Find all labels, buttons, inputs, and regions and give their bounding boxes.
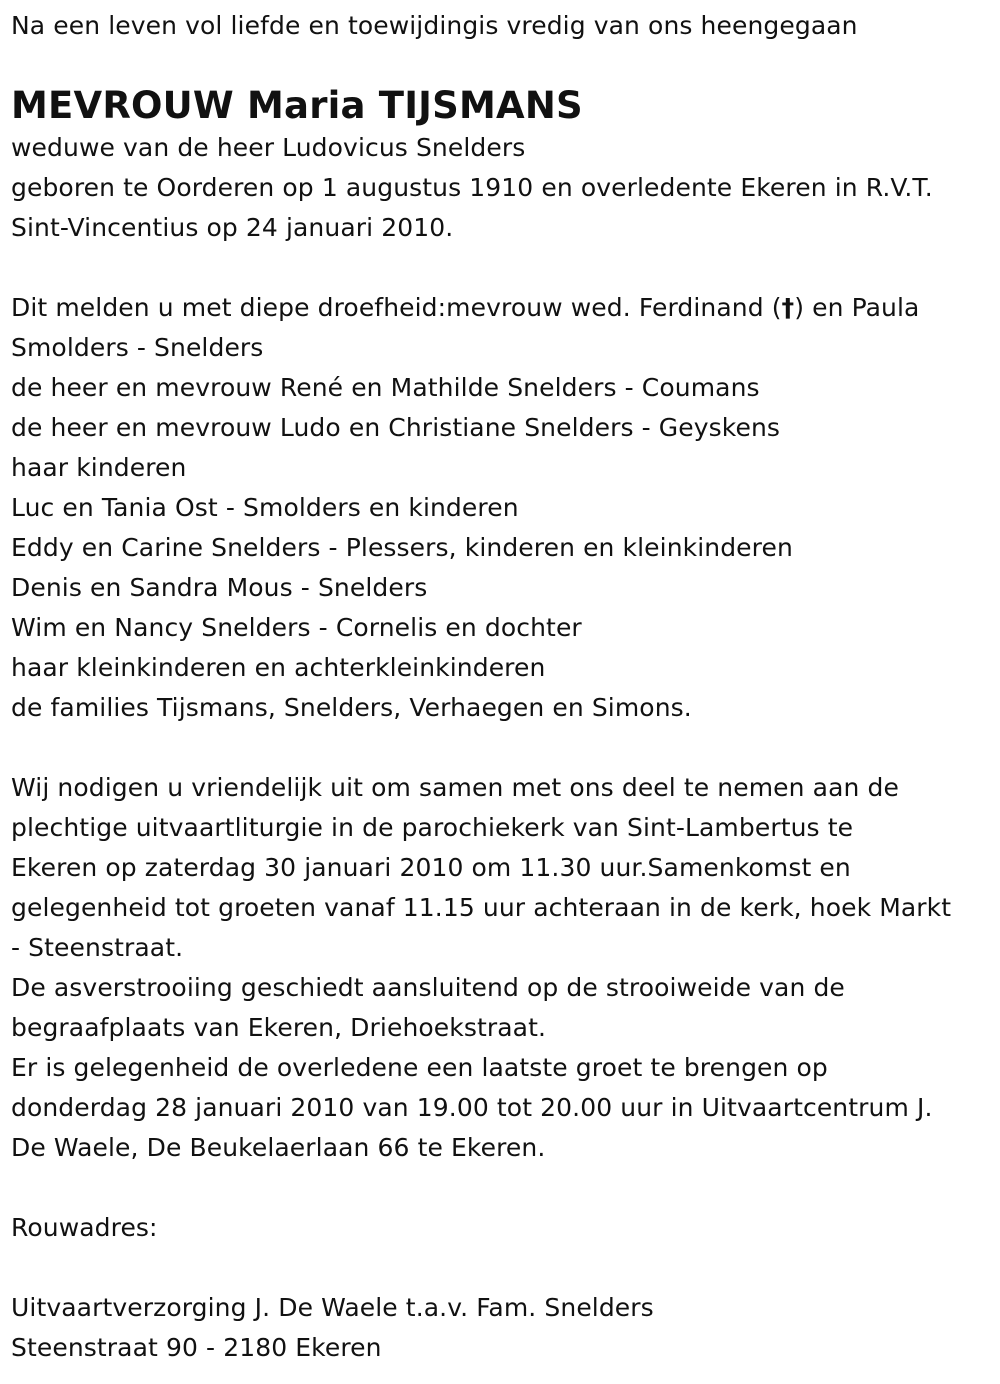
detail-line: Sint-Vincentius op 24 januari 2010.	[11, 213, 454, 242]
ceremony-line: De Waele, De Beukelaerlaan 66 te Ekeren.	[11, 1133, 546, 1162]
obituary-notice	[11, 6, 996, 1368]
address-section	[11, 1288, 996, 1368]
family-line: haar kinderen	[11, 453, 187, 482]
address-line: Uitvaartverzorging J. De Waele t.a.v. Fam. Snelders	[11, 1293, 654, 1322]
family-line: Wim en Nancy Snelders - Cornelis en dochter	[11, 613, 582, 642]
family-line: Smolders - Snelders	[11, 333, 264, 362]
family-line: Luc en Tania Ost - Smolders en kinderen	[11, 493, 519, 522]
ceremony-line: donderdag 28 januari 2010 van 19.00 tot 20.00 uur in Uitvaartcentrum J.	[11, 1093, 933, 1122]
intro-text: Na een leven vol liefde en toewijdingis vredig van ons heengegaan	[11, 11, 858, 40]
family-line: haar kleinkinderen en achterkleinkinderen	[11, 653, 546, 682]
family-intro-text-end: ) en Paula	[794, 293, 920, 322]
spacer	[11, 1248, 996, 1288]
detail-line: geboren te Oorderen op 1 augustus 1910 en overledente Ekeren in R.V.T.	[11, 173, 933, 202]
ceremony-line: plechtige uitvaartliturgie in de parochiekerk van Sint-Lambertus te	[11, 813, 854, 842]
ceremony-line: begraafplaats van Ekeren, Driehoekstraat.	[11, 1013, 547, 1042]
family-line: de heer en mevrouw René en Mathilde Snelders - Coumans	[11, 373, 760, 402]
ceremony-line: Wij nodigen u vriendelijk uit om samen met ons deel te nemen aan de	[11, 773, 899, 802]
address-label: Rouwadres:	[11, 1213, 158, 1242]
family-line: Eddy en Carine Snelders - Plessers, kinderen en kleinkinderen	[11, 533, 793, 562]
spacer	[11, 728, 996, 768]
address-line: Steenstraat 90 - 2180 Ekeren	[11, 1333, 382, 1362]
ceremony-line: Ekeren op zaterdag 30 januari 2010 om 11.30 uur.Samenkomst en	[11, 853, 851, 882]
family-line: Denis en Sandra Mous - Snelders	[11, 573, 428, 602]
ceremony-line: - Steenstraat.	[11, 933, 184, 962]
ceremony-line: De asverstrooiing geschiedt aansluitend op de strooiweide van de	[11, 973, 845, 1002]
cross-icon: †	[781, 293, 795, 322]
detail-line: weduwe van de heer Ludovicus Snelders	[11, 133, 526, 162]
ceremony-line: gelegenheid tot groeten vanaf 11.15 uur achteraan in de kerk, hoek Markt	[11, 893, 952, 922]
family-section	[11, 288, 996, 728]
deceased-name: MEVROUW Maria TIJSMANS	[11, 84, 583, 127]
ceremony-line: Er is gelegenheid de overledene een laatste groet te brengen op	[11, 1053, 828, 1082]
spacer	[11, 248, 996, 288]
spacer	[11, 1168, 996, 1208]
family-intro-text: Dit melden u met diepe droefheid:mevrouw wed. Ferdinand (	[11, 293, 782, 322]
ceremony-section	[11, 768, 996, 1168]
family-intro-line	[11, 288, 996, 328]
family-line: de families Tijsmans, Snelders, Verhaegen en Simons.	[11, 693, 692, 722]
family-line: de heer en mevrouw Ludo en Christiane Snelders - Geyskens	[11, 413, 781, 442]
deceased-details	[11, 128, 996, 248]
